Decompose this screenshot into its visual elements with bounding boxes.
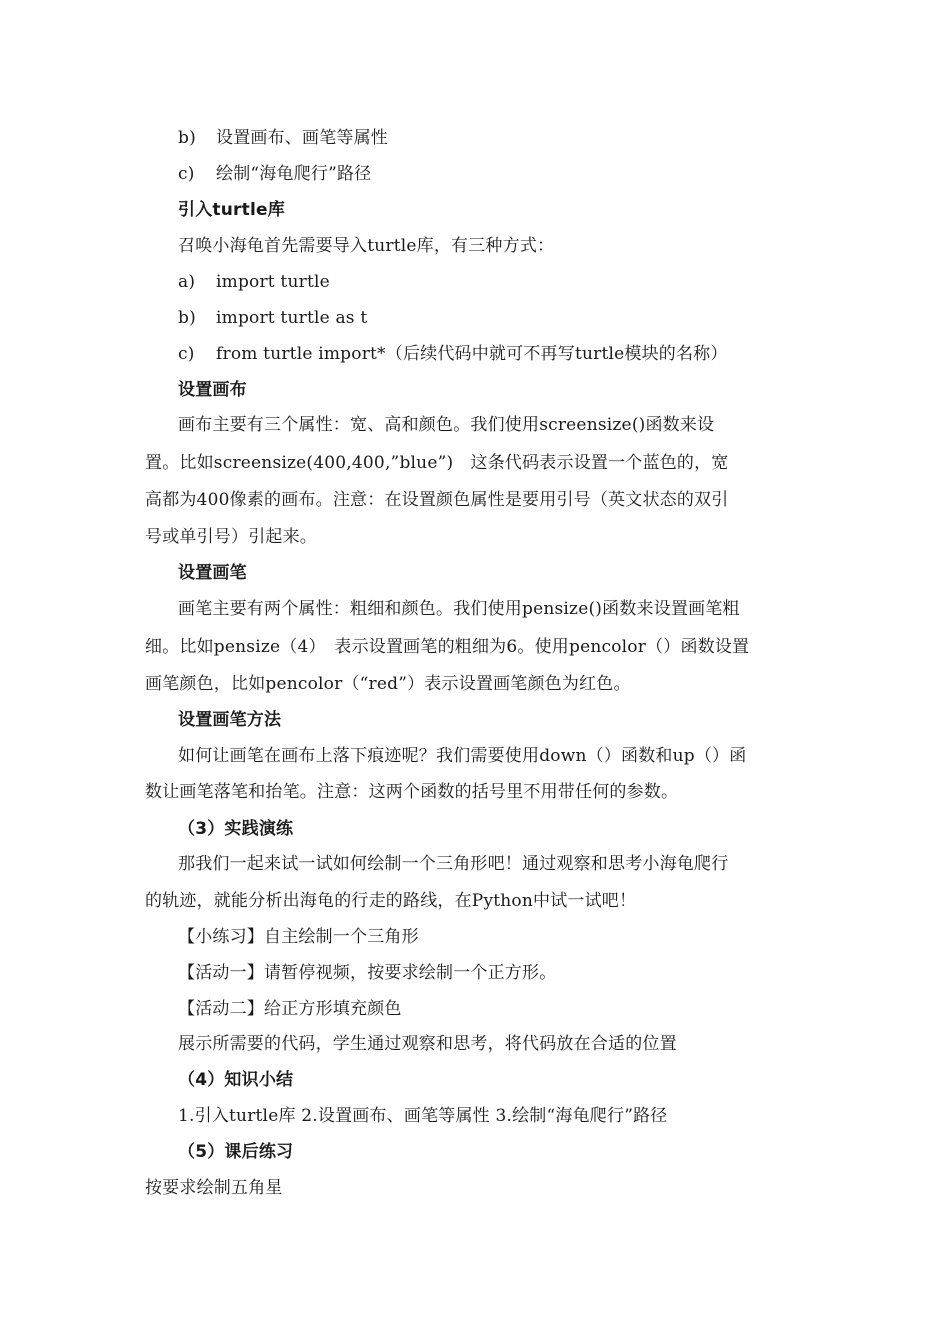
list-marker: c) [178,344,195,364]
paragraph-line: 1.引入turtle库 2.设置画布、画笔等属性 3.绘制“海龟爬行”路径 [178,1106,668,1126]
section-heading: 设置画布 [178,380,247,400]
section-heading: 引入turtle库 [178,200,285,220]
section-heading: （5）课后练习 [178,1142,294,1162]
activity-item: 【小练习】自主绘制一个三角形 [178,927,419,947]
list-marker: b) [178,128,196,148]
paragraph-line: 按要求绘制五角星 [145,1178,283,1198]
paragraph-line: 如何让画笔在画布上落下痕迹呢？我们需要使用down（）函数和up（）函 [178,746,747,766]
section-heading: 设置画笔方法 [178,710,282,730]
list-item [178,126,388,150]
paragraph-line: 置。比如screensize(400,400,”blue”) 这条代码表示设置一个蓝色的，宽 [145,453,729,473]
activity-item: 【活动二】给正方形填充颜色 [178,999,402,1019]
section-heading: （3）实践演练 [178,819,294,839]
paragraph-line: 的轨迹，就能分析出海龟的行走的路线，在Python中试一试吧！ [145,891,637,911]
paragraph-line: 展示所需要的代码，学生通过观察和思考，将代码放在合适的位置 [178,1034,677,1054]
paragraph-line: 号或单引号）引起来。 [145,527,317,547]
paragraph-line: 召唤小海龟首先需要导入turtle库，有三种方式： [178,236,555,256]
paragraph-line: 高都为400像素的画布。注意：在设置颜色属性是要用引号（英文状态的双引 [145,490,729,510]
paragraph-line: 数让画笔落笔和抬笔。注意：这两个函数的括号里不用带任何的参数。 [145,782,679,802]
list-text: 设置画布、画笔等属性 [216,128,388,148]
activity-item: 【活动一】请暂停视频，按要求绘制一个正方形。 [178,963,557,983]
list-item [178,270,330,294]
section-heading: 设置画笔 [178,563,247,583]
list-item [178,342,728,366]
list-text: import turtle [216,272,330,292]
list-item [178,162,371,186]
paragraph-line: 那我们一起来试一试如何绘制一个三角形吧！通过观察和思考小海龟爬行 [178,854,729,874]
list-marker: a) [178,272,196,292]
list-text: 绘制“海龟爬行”路径 [216,164,372,184]
list-marker: b) [178,308,196,328]
section-heading: （4）知识小结 [178,1070,294,1090]
list-text: import turtle as t [216,308,368,328]
paragraph-line: 画笔颜色，比如pencolor（“red”）表示设置画笔颜色为红色。 [145,674,631,694]
list-item [178,306,367,330]
paragraph-line: 细。比如pensize（4） 表示设置画笔的粗细为6。使用pencolor（）函数设置 [145,637,750,657]
paragraph-line: 画笔主要有两个属性：粗细和颜色。我们使用pensize()函数来设置画笔粗 [178,599,740,619]
list-marker: c) [178,164,195,184]
list-text: from turtle import*（后续代码中就可不再写turtle模块的名称） [216,344,728,364]
paragraph-line: 画布主要有三个属性：宽、高和颜色。我们使用screensize()函数来设 [178,415,715,435]
